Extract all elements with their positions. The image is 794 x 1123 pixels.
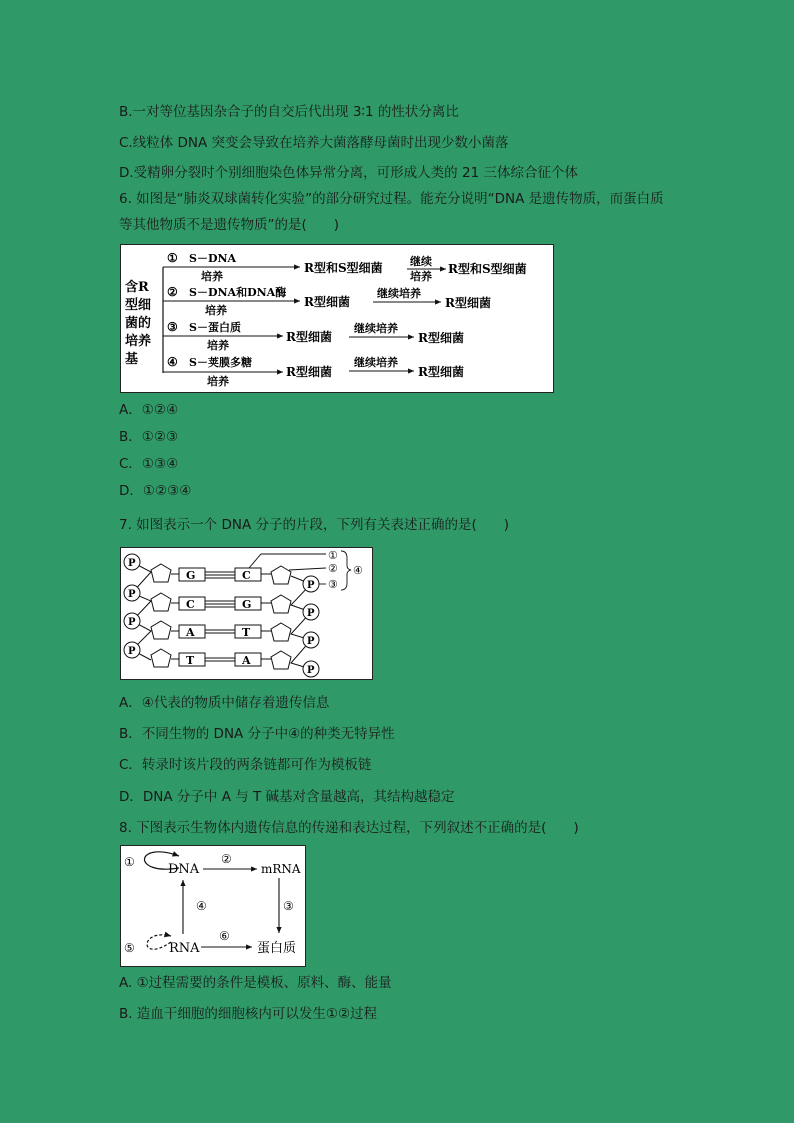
deoxyribose-icon <box>271 651 291 669</box>
q6-figure <box>120 244 554 393</box>
base-right-4: A <box>242 654 251 667</box>
step-4-label: ④ <box>196 899 207 913</box>
q7-stem: 7. 如图表示一个 DNA 分子的片段，下列有关表述正确的是( ) <box>119 517 510 533</box>
q5-option-c: C.线粒体 DNA 突变会导致在培养大菌落酵母菌时出现少数小菌落 <box>119 135 509 151</box>
row1-agent: S－DNA <box>189 252 237 265</box>
q7-option-c: C．转录时该片段的两条链都可作为模板链 <box>119 757 372 773</box>
deoxyribose-icon <box>151 593 171 611</box>
medium-label-2: 型细 <box>125 298 152 313</box>
base-left-2: C <box>186 598 195 611</box>
q7-option-d: D．DNA 分子中 A 与 T 碱基对含量越高，其结构越稳定 <box>119 789 455 805</box>
step-1-label: ① <box>124 855 135 869</box>
row1-arrow-label: 继续 <box>410 255 432 268</box>
row1-step: 培养 <box>201 270 223 283</box>
central-dogma-diagram <box>121 846 305 966</box>
row3-arrow-label: 继续培养 <box>354 322 398 335</box>
label-3: ③ <box>328 578 338 591</box>
deoxyribose-icon <box>151 564 171 582</box>
q6-option-d: D．①②③④ <box>119 483 192 499</box>
base-left-1: G <box>186 569 196 582</box>
base-right-3: T <box>242 626 251 639</box>
row2-agent: S－DNA和DNA酶 <box>189 286 287 299</box>
q7-option-a: A．④代表的物质中储存着遗传信息 <box>119 695 330 711</box>
phosphate-label: P <box>307 608 315 619</box>
row4-result: R型细菌 <box>418 365 464 379</box>
row3-number: ③ <box>167 320 178 334</box>
row4-mid: R型细菌 <box>286 365 332 379</box>
q7-figure <box>120 547 373 680</box>
row4-arrow-label: 继续培养 <box>354 356 398 369</box>
phosphate-label: P <box>128 617 136 628</box>
deoxyribose-icon <box>271 595 291 613</box>
row3-mid: R型细菌 <box>286 330 332 344</box>
deoxyribose-icon <box>151 621 171 639</box>
medium-label-4: 培养 <box>125 334 152 349</box>
rna-replication-loop-arrow <box>147 935 171 949</box>
label-1: ① <box>328 549 338 562</box>
rna-node: RNA <box>169 941 200 956</box>
step-6-label: ⑥ <box>219 929 230 943</box>
q6-option-a: A．①②④ <box>119 402 179 418</box>
base-right-2: G <box>242 598 252 611</box>
q6-option-b: B．①②③ <box>119 429 179 445</box>
q8-option-a: A. ①过程需要的条件是模板、原料、酶、能量 <box>119 975 392 991</box>
deoxyribose-icon <box>271 623 291 641</box>
phosphate-label: P <box>307 580 315 591</box>
row2-mid: R型细菌 <box>304 295 350 309</box>
row2-step: 培养 <box>205 304 227 317</box>
q8-figure <box>120 845 306 967</box>
protein-node: 蛋白质 <box>257 941 297 956</box>
step-5-label: ⑤ <box>124 941 135 955</box>
q6-stem-line1: 6. 如图是“肺炎双球菌转化实验”的部分研究过程。能充分说明“DNA 是遗传物质，而蛋白质 <box>119 191 664 207</box>
q8-option-b: B. 造血干细胞的细胞核内可以发生①②过程 <box>119 1006 378 1022</box>
deoxyribose-icon <box>151 649 171 667</box>
phosphate-label: P <box>128 646 136 657</box>
label-2: ② <box>328 562 338 575</box>
row2-arrow-label: 继续培养 <box>377 287 421 300</box>
phosphate-label: P <box>128 558 136 569</box>
row3-result: R型细菌 <box>418 331 464 345</box>
q5-option-b: B.一对等位基因杂合子的自交后代出现 3∶1 的性状分离比 <box>119 104 459 120</box>
row2-number: ② <box>167 285 178 299</box>
row1-arrow-label-2: 培养 <box>410 270 432 283</box>
medium-label-1: 含R <box>125 280 149 295</box>
row4-agent: S－荚膜多糖 <box>189 356 252 369</box>
row3-step: 培养 <box>207 339 229 352</box>
deoxyribose-icon <box>271 566 291 584</box>
row3-agent: S－蛋白质 <box>189 321 241 334</box>
base-right-1: C <box>242 569 251 582</box>
brace-icon <box>341 551 351 590</box>
step-2-label: ② <box>221 852 232 866</box>
phosphate-label: P <box>128 589 136 600</box>
medium-label-3: 菌的 <box>125 316 152 331</box>
dna-node: DNA <box>168 862 200 877</box>
q5-option-d: D.受精卵分裂时个别细胞染色体异常分离，可形成人类的 21 三体综合征个体 <box>119 165 578 181</box>
base-left-4: T <box>186 654 195 667</box>
row1-result: R型和S型细菌 <box>448 262 527 276</box>
transformation-experiment-diagram <box>121 245 553 392</box>
base-left-3: A <box>186 626 195 639</box>
row1-mid: R型和S型细菌 <box>304 261 383 275</box>
medium-label-5: 基 <box>125 352 139 367</box>
q6-stem-line2: 等其他物质不是遗传物质”的是( ) <box>119 217 340 233</box>
row4-number: ④ <box>167 355 178 369</box>
q7-option-b: B．不同生物的 DNA 分子中④的种类无特异性 <box>119 726 395 742</box>
phosphate-label: P <box>307 665 315 676</box>
row4-step: 培养 <box>207 375 229 388</box>
phosphate-label: P <box>307 636 315 647</box>
row1-number: ① <box>167 251 178 265</box>
step-3-label: ③ <box>283 899 294 913</box>
dna-fragment-diagram <box>121 548 372 679</box>
q6-option-c: C．①③④ <box>119 456 179 472</box>
label-4: ④ <box>353 564 363 577</box>
row2-result: R型细菌 <box>445 296 491 310</box>
q8-stem: 8. 下图表示生物体内遗传信息的传递和表达过程，下列叙述不正确的是( ) <box>119 820 579 836</box>
mrna-node: mRNA <box>261 862 301 876</box>
